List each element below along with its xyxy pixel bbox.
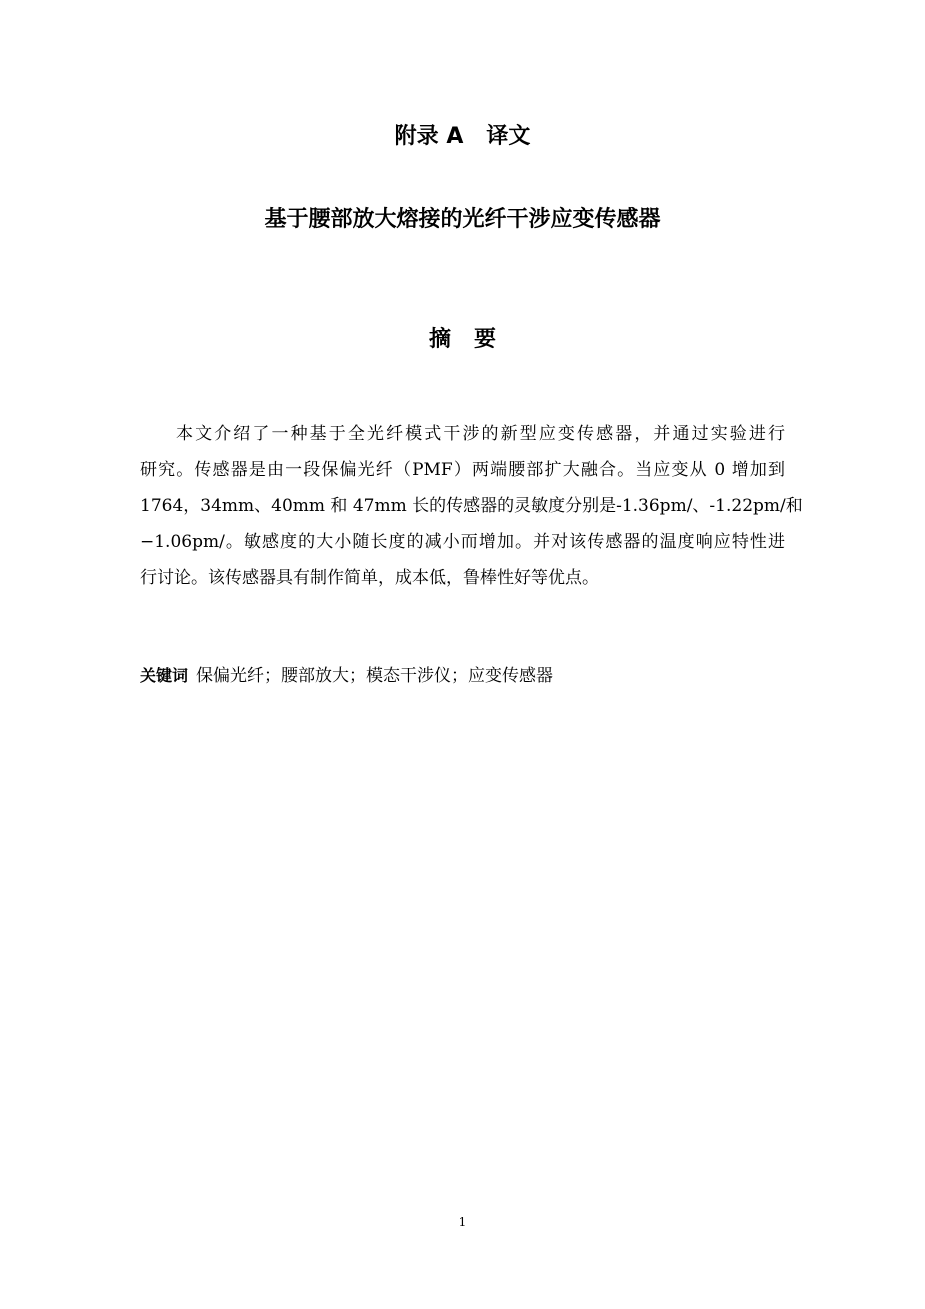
abstract-line: 1764，34mm、40mm 和 47mm 长的传感器的灵敏度分别是-1.36pm/、-1.22pm/和 [140, 496, 803, 516]
abstract-paragraph [140, 416, 803, 596]
abstract-line: 行讨论。该传感器具有制作简单，成本低，鲁棒性好等优点。 [140, 568, 599, 588]
abstract-line: −1.06pm/。敏感度的大小随长度的减小而增加。并对该传感器的温度响应特性进 [140, 532, 785, 552]
keywords-text: 保偏光纤；腰部放大；模态干涉仪；应变传感器 [196, 666, 554, 686]
paper-title: 基于腰部放大熔接的光纤干涉应变传感器 [264, 207, 661, 232]
abstract-line: 研究。传感器是由一段保偏光纤（PMF）两端腰部扩大融合。当应变从 0 增加到 [140, 460, 785, 480]
page-number: 1 [458, 1215, 467, 1229]
appendix-title: 附录 A 译文 [394, 124, 531, 149]
abstract-line: 本文介绍了一种基于全光纤模式干涉的新型应变传感器，并通过实验进行 [176, 424, 785, 444]
keywords-label: 关键词 [140, 666, 189, 685]
keywords-section [140, 662, 785, 690]
abstract-body [140, 416, 803, 596]
abstract-heading: 摘 要 [429, 327, 496, 352]
